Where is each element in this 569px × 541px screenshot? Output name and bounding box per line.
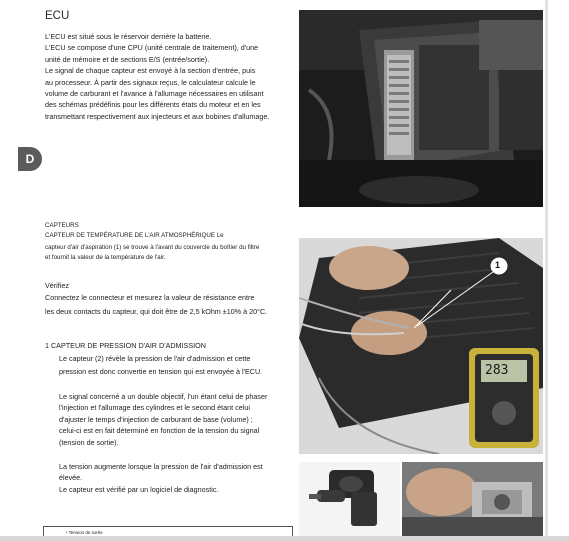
text-line: pression est donc convertie en tension qui est envoyée à l'ECU. bbox=[59, 367, 263, 377]
text-line: Le capteur (2) révèle la pression de l'air d'admission et cette bbox=[59, 354, 251, 363]
text-line: au processeur. À partir des signaux reçus, le calculateur calcule le bbox=[45, 77, 256, 87]
pressure-sensor-heading: 1 CAPTEUR DE PRESSION D'AIR D'ADMISSION bbox=[45, 341, 206, 350]
text-line: Le signal concerné a un double objectif, l'un étant celui de phaser bbox=[59, 392, 268, 401]
callout-number: 1 bbox=[495, 260, 501, 270]
section-tab: D bbox=[18, 147, 42, 171]
text-line: transmettant respectivement aux injecteurs et aux bobines d'allumage. bbox=[45, 111, 270, 121]
ecu-photo bbox=[299, 10, 543, 207]
text-line: Le signal de chaque capteur est envoyé à la section d'entrée, puis bbox=[45, 66, 256, 76]
text-line: Connectez le connecteur et mesurez la valeur de résistance entre bbox=[45, 293, 255, 302]
page-edge-stripe bbox=[545, 0, 548, 541]
ecu-description bbox=[45, 31, 295, 122]
text-line: unité de mémoire et de sections E/S (entrée/sortie). bbox=[45, 54, 210, 64]
text-line: l'injection et l'allumage des cylindres et le second étant celui bbox=[59, 403, 250, 413]
pressure-sensor-photo bbox=[299, 462, 400, 536]
pressure-paragraph-2 bbox=[59, 391, 294, 448]
airbox-measurement-photo bbox=[299, 238, 543, 454]
text-line: L'ECU se compose d'une CPU (unité centrale de traitement), d'une bbox=[45, 43, 259, 53]
text-line: capteur d'air d'aspiration (1) se trouve à l'avant du couvercle du boîtier du filtre bbox=[45, 244, 260, 251]
text-line: celui-ci est en fait déterminé en fonction de la tension du signal bbox=[59, 426, 260, 436]
temperature-sensor-heading: CAPTEUR DE TEMPÉRATURE DE L'AIR ATMOSPHÉRIQUE Le bbox=[45, 232, 224, 239]
multimeter-display: 283 bbox=[485, 363, 509, 378]
pressure-paragraph-3 bbox=[59, 461, 294, 495]
text-line: d'ajuster le temps d'injection de carburant de base (volume) ; bbox=[59, 414, 253, 424]
text-line: volume de carburant et l'avance à l'allumage nécessaires en utilisant bbox=[45, 89, 264, 99]
text-line: les deux contacts du capteur, qui doit être de 2,5 kOhm ±10% à 20°C. bbox=[45, 307, 268, 317]
text-line: L'ECU est situé sous le réservoir derrière la batterie. bbox=[45, 32, 212, 41]
text-line: Le capteur est vérifié par un logiciel de diagnostic. bbox=[59, 484, 219, 494]
text-line: des schémas prédéfinis pour les différents états du moteur et en les bbox=[45, 100, 261, 110]
footnote: ¹ Tension de sortie bbox=[66, 530, 103, 535]
verify-text bbox=[45, 292, 267, 318]
pressure-paragraph-1 bbox=[59, 353, 294, 378]
text-line: La tension augmente lorsque la pression de l'air d'admission est bbox=[59, 462, 263, 471]
verify-heading: Vérifiez bbox=[45, 281, 69, 290]
text-line: (tension de sortie). bbox=[59, 437, 119, 447]
bottom-band bbox=[0, 536, 569, 541]
sensor-mounted-photo bbox=[402, 462, 543, 536]
capteurs-heading: CAPTEURS bbox=[45, 222, 79, 229]
text-line: élevée. bbox=[59, 473, 83, 483]
page-title: ECU bbox=[45, 10, 70, 22]
temperature-sensor-text bbox=[45, 243, 259, 263]
text-line: et fournit la valeur de la température de l'air. bbox=[45, 254, 166, 261]
